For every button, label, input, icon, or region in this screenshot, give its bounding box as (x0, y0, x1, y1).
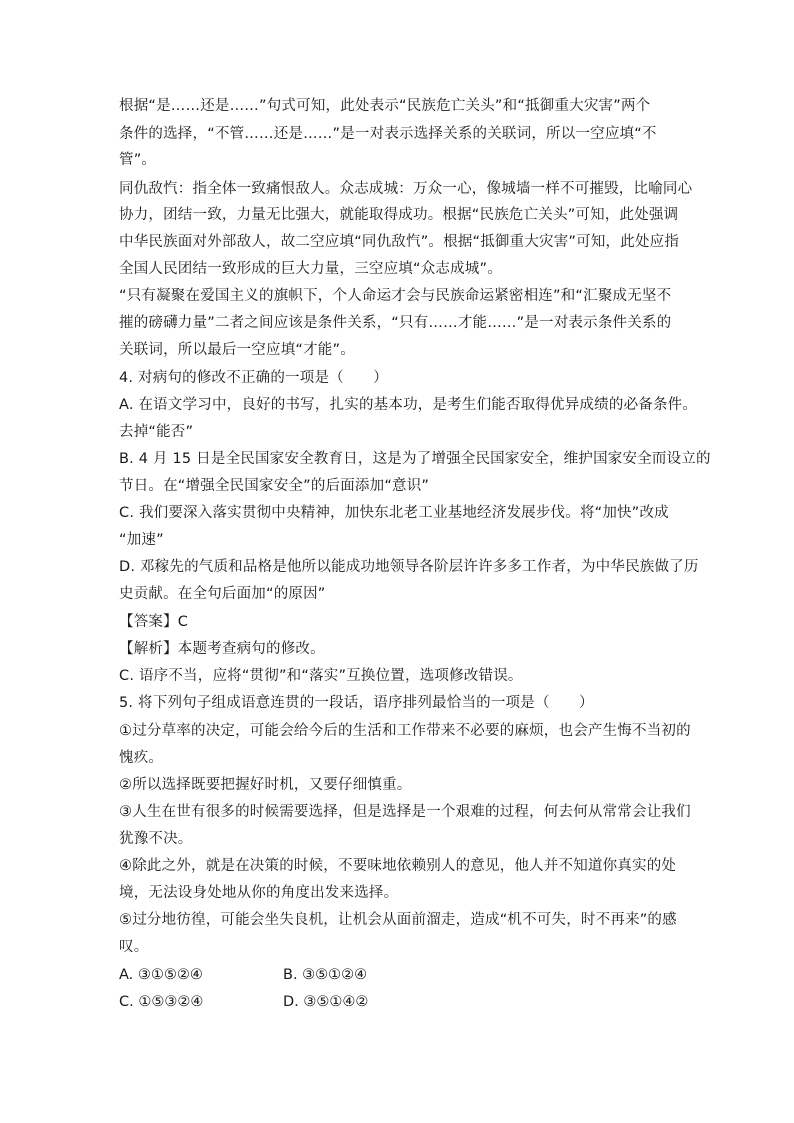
sentence-1: ①过分草率的决定，可能会给今后的生活和工作带来不必要的麻烦，也会产生悔不当初的 (119, 723, 691, 739)
answer-line: 【答案】C (119, 614, 189, 630)
answer-option-c: C. ①⑤③②④ (119, 994, 204, 1010)
text-line: “只有凝聚在爱国主义的旗帜下，个人命运才会与民族命运紧密相连”和“汇聚成无坚不 (119, 288, 672, 304)
text-line: 全国人民团结一致形成的巨大力量，三空应填“众志成城”。 (119, 261, 502, 277)
text-line: 去掉“能否” (119, 424, 194, 440)
option-b-line: B. 4 月 15 日是全民国家安全教育日，这是为了增强全民国家安全，维护国家安全而设立的 (119, 451, 711, 467)
sentence-5: ⑤过分地彷徨，可能会坐失良机，让机会从面前溜走，造成“机不可失，时不再来”的感 (119, 912, 677, 928)
text-line: 犹豫不决。 (119, 831, 193, 847)
text-line: 关联词，所以最后一空应填“才能”。 (119, 342, 355, 358)
answer-option-a: A. ③①⑤②④ (119, 967, 203, 983)
analysis-line: 【解析】本题考查病句的修改。 (119, 641, 325, 657)
option-d-line: D. 邓稼先的气质和品格是他所以能成功地领导各阶层许许多多工作者，为中华民族做了历 (119, 559, 699, 575)
answer-option-d: D. ③⑤①④② (283, 994, 369, 1010)
option-a-line: A. 在语文学习中，良好的书写，扎实的基本功，是考生们能否取得优异成绩的必备条件。 (119, 397, 698, 413)
text-line: 摧的磅礴力量”二者之间应该是条件关系，“只有……才能……”是一对表示条件关系的 (119, 315, 672, 331)
question-4-stem: 4. 对病句的修改不正确的一项是（ ） (119, 370, 388, 386)
text-line: 中华民族面对外部敌人，故二空应填“同仇敌忾”。根据“抵御重大灾害”可知，此处应指 (119, 234, 680, 250)
text-line: C. 语序不当，应将“贯彻”和“落实”互换位置，选项修改错误。 (119, 668, 523, 684)
text-line: 管”。 (119, 152, 157, 168)
answer-option-b: B. ③⑤①②④ (283, 967, 368, 983)
text-line: 根据“是……还是……”句式可知，此处表示“民族危亡关头”和“抵御重大灾害”两个 (119, 98, 651, 114)
sentence-4: ④除此之外，就是在决策的时候，不要味地依赖别人的意见，他人并不知道你真实的处 (119, 858, 677, 874)
text-line: 协力，团结一致，力量无比强大，就能取得成功。根据“民族危亡关头”可知，此处强调 (119, 207, 679, 223)
text-line: 史贡献。在全句后面加“的原因” (119, 586, 326, 602)
text-line: 条件的选择，“不管……还是……”是一对表示选择关系的关联词，所以一空应填“不 (119, 126, 657, 142)
text-line: 愧疚。 (119, 750, 164, 766)
text-line: 节日。在“增强全民国家安全”的后面添加“意识” (119, 478, 430, 494)
option-c-line: C. 我们要深入落实贯彻中央精神，加快东北老工业基地经济发展步伐。将“加快”改成 (119, 505, 669, 521)
text-line: 境，无法设身处地从你的角度出发来选择。 (119, 885, 399, 901)
sentence-3: ③人生在世有很多的时候需要选择，但是选择是一个艰难的过程，何去何从常常会让我们 (119, 804, 691, 820)
sentence-2: ②所以选择既要把握好时机，又要仔细慎重。 (119, 777, 412, 793)
text-line: “加速” (119, 532, 164, 548)
text-line: 叹。 (119, 939, 149, 955)
question-5-stem: 5. 将下列句子组成语意连贯的一段话，语序排列最恰当的一项是（ ） (119, 695, 594, 711)
text-line: 同仇敌忾：指全体一致痛恨敌人。众志成城：万众一心，像城墙一样不可摧毁，比喻同心 (119, 181, 693, 197)
